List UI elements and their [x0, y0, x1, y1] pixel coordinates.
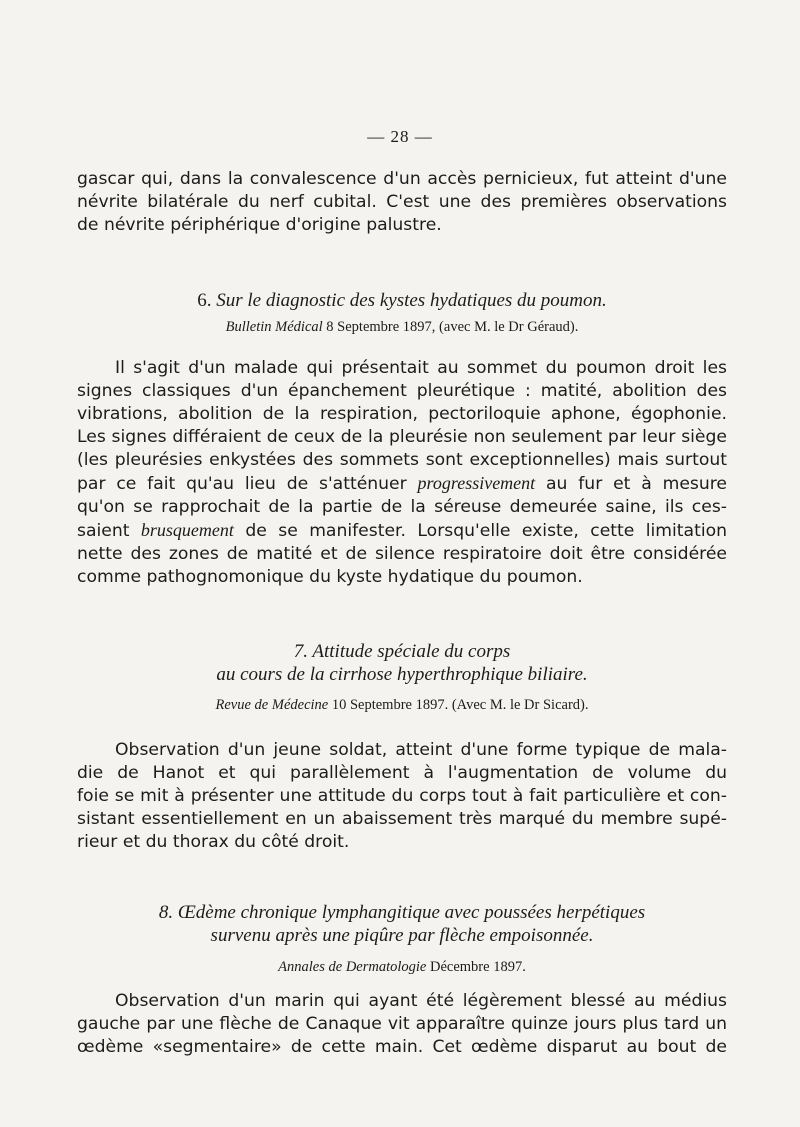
text-line: comme pathognomonique du kyste hydatique du poumon.	[77, 567, 583, 587]
journal-name: Annales de Dermatologie	[278, 959, 427, 975]
journal-name: Revue de Médecine	[215, 697, 329, 713]
text-line: (les pleurésies enkystées des sommets sont exceptionnelles) mais surtout	[77, 450, 727, 470]
text-line: foie se mit à présenter une attitude du corps tout à fait particulière et con-	[77, 786, 727, 806]
journal-name: Bulletin Médical	[225, 319, 323, 335]
text-line: Il s'agit d'un malade qui présentait au sommet du poumon droit les	[115, 358, 727, 378]
text-line	[77, 519, 727, 543]
text-line: œdème «segmentaire» de cette main. Cet œdème disparut au bout de	[77, 1037, 727, 1057]
text-fragment: par ce fait qu'au lieu de s'atténuer	[77, 474, 418, 494]
italic-word: progressivement	[417, 473, 536, 493]
section-number: 6.	[197, 290, 212, 311]
intro-paragraph	[77, 168, 727, 237]
source-detail: 8 Septembre 1897, (avec M. le Dr Géraud).	[326, 319, 579, 335]
text-line: gauche par une flèche de Canaque vit apparaître quinze jours plus tard un	[77, 1014, 727, 1034]
source-detail: Décembre 1897.	[430, 959, 526, 975]
section-6-heading	[77, 289, 727, 312]
text-line: signes classiques d'un épanchement pleurétique : matité, abolition des	[77, 381, 727, 401]
section-8-heading	[77, 901, 727, 947]
text-line: rieur et du thorax du côté droit.	[77, 832, 350, 852]
page-number: — 28 —	[367, 127, 433, 146]
text-line	[77, 472, 727, 496]
section-8-source	[77, 958, 727, 976]
section-title-line: au cours de la cirrhose hyperthrophique biliaire.	[216, 664, 588, 685]
section-7-heading	[77, 640, 727, 686]
text-line: sistant essentiellement en un abaissement très marqué du membre supé-	[77, 809, 727, 829]
text-line: gascar qui, dans la convalescence d'un accès pernicieux, fut atteint d'une	[77, 169, 727, 189]
text-fragment: au fur et à mesure	[535, 474, 727, 494]
section-7-source	[77, 696, 727, 714]
section-title-line: 8. Œdème chronique lymphangitique avec poussées herpétiques	[158, 902, 646, 923]
source-detail: 10 Septembre 1897. (Avec M. le Dr Sicard).	[331, 697, 589, 713]
section-title: Sur le diagnostic des kystes hydatiques du poumon.	[216, 290, 607, 311]
text-line: die de Hanot et qui parallèlement à l'augmentation de volume du	[77, 763, 727, 783]
italic-word: brusquement	[140, 520, 234, 540]
text-line: qu'on se rapprochait de la partie de la séreuse demeurée saine, ils ces-	[77, 497, 727, 517]
section-6-body	[77, 357, 727, 589]
section-title-line: survenu après une piqûre par flèche empoisonnée.	[210, 925, 594, 946]
text-line: nette des zones de matité et de silence respiratoire doit être considérée	[77, 544, 727, 564]
text-line: Observation d'un jeune soldat, atteint d'une forme typique de mala-	[115, 740, 727, 760]
text-line: Les signes différaient de ceux de la pleurésie non seulement par leur siège	[77, 427, 727, 447]
text-fragment: de se manifester. Lorsqu'elle existe, cette limitation	[233, 521, 728, 541]
text-line: vibrations, abolition de la respiration, pectoriloquie aphone, égophonie.	[77, 404, 727, 424]
text-fragment: saient	[77, 521, 141, 541]
text-line: de névrite périphérique d'origine palustre.	[77, 215, 442, 235]
section-8-body	[77, 990, 727, 1059]
text-line: névrite bilatérale du nerf cubital. C'est une des premières observations	[77, 192, 727, 212]
section-title-line: 7. Attitude spéciale du corps	[293, 641, 511, 662]
section-6-source	[77, 318, 727, 336]
section-7-body	[77, 739, 727, 854]
text-line: Observation d'un marin qui ayant été légèrement blessé au médius	[115, 991, 727, 1011]
